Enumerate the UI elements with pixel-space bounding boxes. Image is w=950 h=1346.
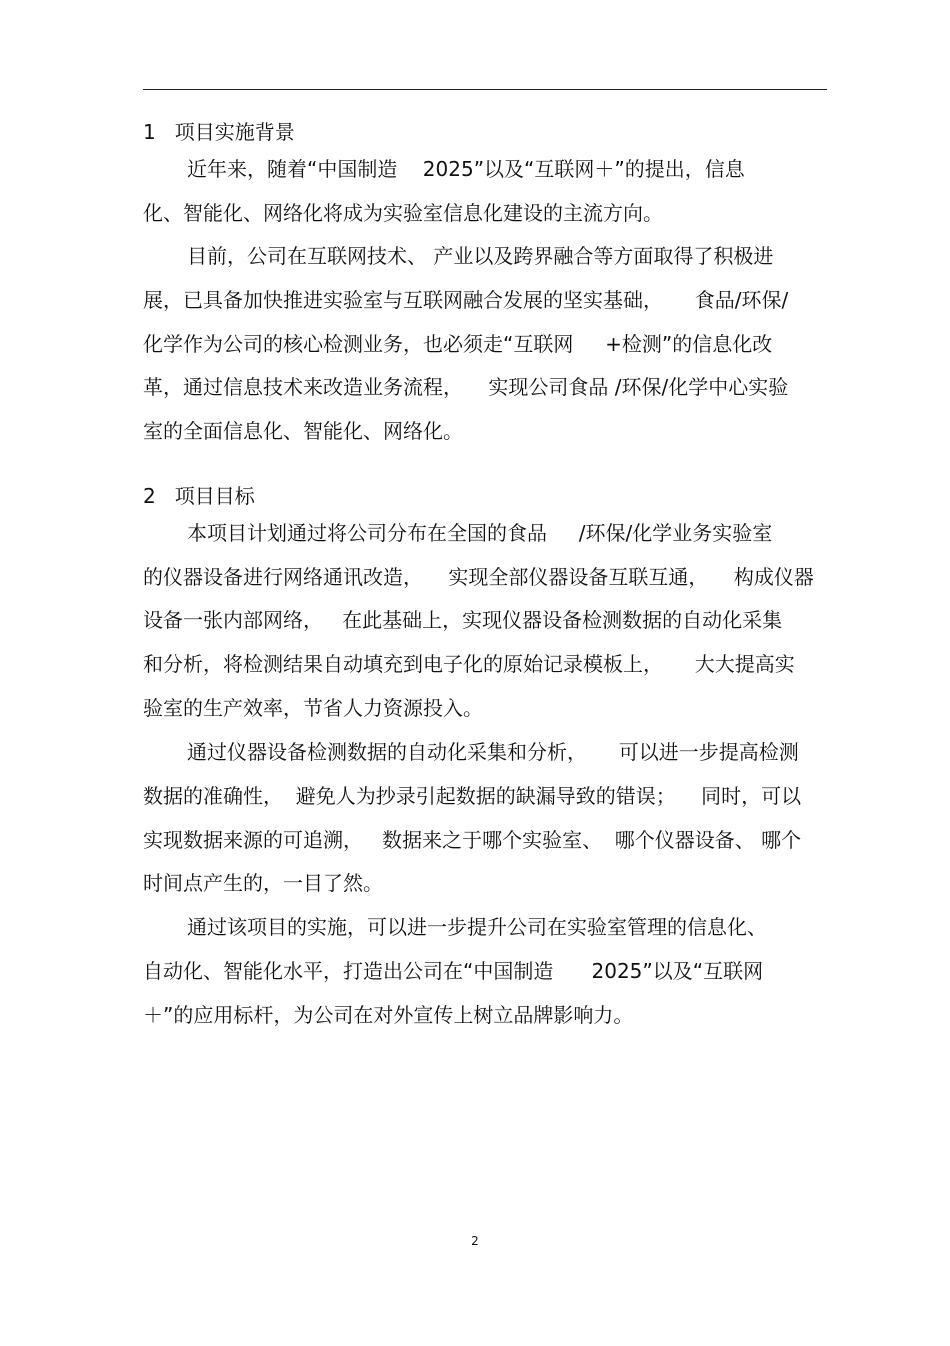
header-rule (143, 89, 827, 90)
paragraph-line: 目前，公司在互联网技术、 产业以及跨界融合等方面取得了积极进 (187, 244, 774, 268)
paragraph-line: 通过该项目的实施，可以进一步提升公司在实验室管理的信息化、 (187, 915, 767, 939)
paragraph-line: 设备一张内部网络， 在此基础上，实现仪器设备检测数据的自动化采集 (143, 608, 783, 632)
paragraph-line: 自动化、智能化水平，打造出公司在“中国制造 2025”以及“互联网 (143, 959, 764, 983)
paragraph-line: 验室的生产效率，节省人力资源投入。 (143, 696, 483, 720)
paragraph-line: 和分析，将检测结果自动填充到电子化的原始记录模板上， 大大提高实 (143, 652, 795, 676)
page-number: 2 (471, 1234, 479, 1248)
paragraph-line: 时间点产生的，一目了然。 (143, 871, 383, 895)
paragraph-line: 近年来，随着“中国制造 2025”以及“互联网＋”的提出，信息 (187, 157, 745, 181)
paragraph-line: 本项目计划通过将公司分布在全国的食品 /环保/化学业务实验室 (187, 521, 773, 545)
paragraph-line: 革，通过信息技术来改造业务流程， 实现公司食品 /环保/化学中心实验 (143, 375, 789, 399)
paragraph-line: 化学作为公司的核心检测业务，也必须走“互联网 +检测”的信息化改 (143, 332, 773, 356)
paragraph-line: 数据的准确性， 避免人为抄录引起数据的缺漏导致的错误； 同时，可以 (143, 784, 802, 808)
paragraph-line: 通过仪器设备检测数据的自动化采集和分析， 可以进一步提高检测 (187, 740, 799, 764)
section-1-heading: 1 项目实施背景 (143, 120, 295, 144)
paragraph-line: 化、智能化、网络化将成为实验室信息化建设的主流方向。 (143, 201, 663, 225)
paragraph-line: 实现数据来源的可追溯， 数据来之于哪个实验室、 哪个仪器设备、 哪个 (143, 828, 802, 852)
section-2-heading: 2 项目目标 (143, 484, 255, 508)
paragraph-line: 展，已具备加快推进实验室与互联网融合发展的坚实基础， 食品/环保/ (143, 288, 789, 312)
paragraph-line: 的仪器设备进行网络通讯改造， 实现全部仪器设备互联互通， 构成仪器 (143, 565, 814, 589)
paragraph-line: 室的全面信息化、智能化、网络化。 (143, 419, 463, 443)
paragraph-line: ＋”的应用标杆，为公司在对外宣传上树立品牌影响力。 (143, 1003, 634, 1027)
